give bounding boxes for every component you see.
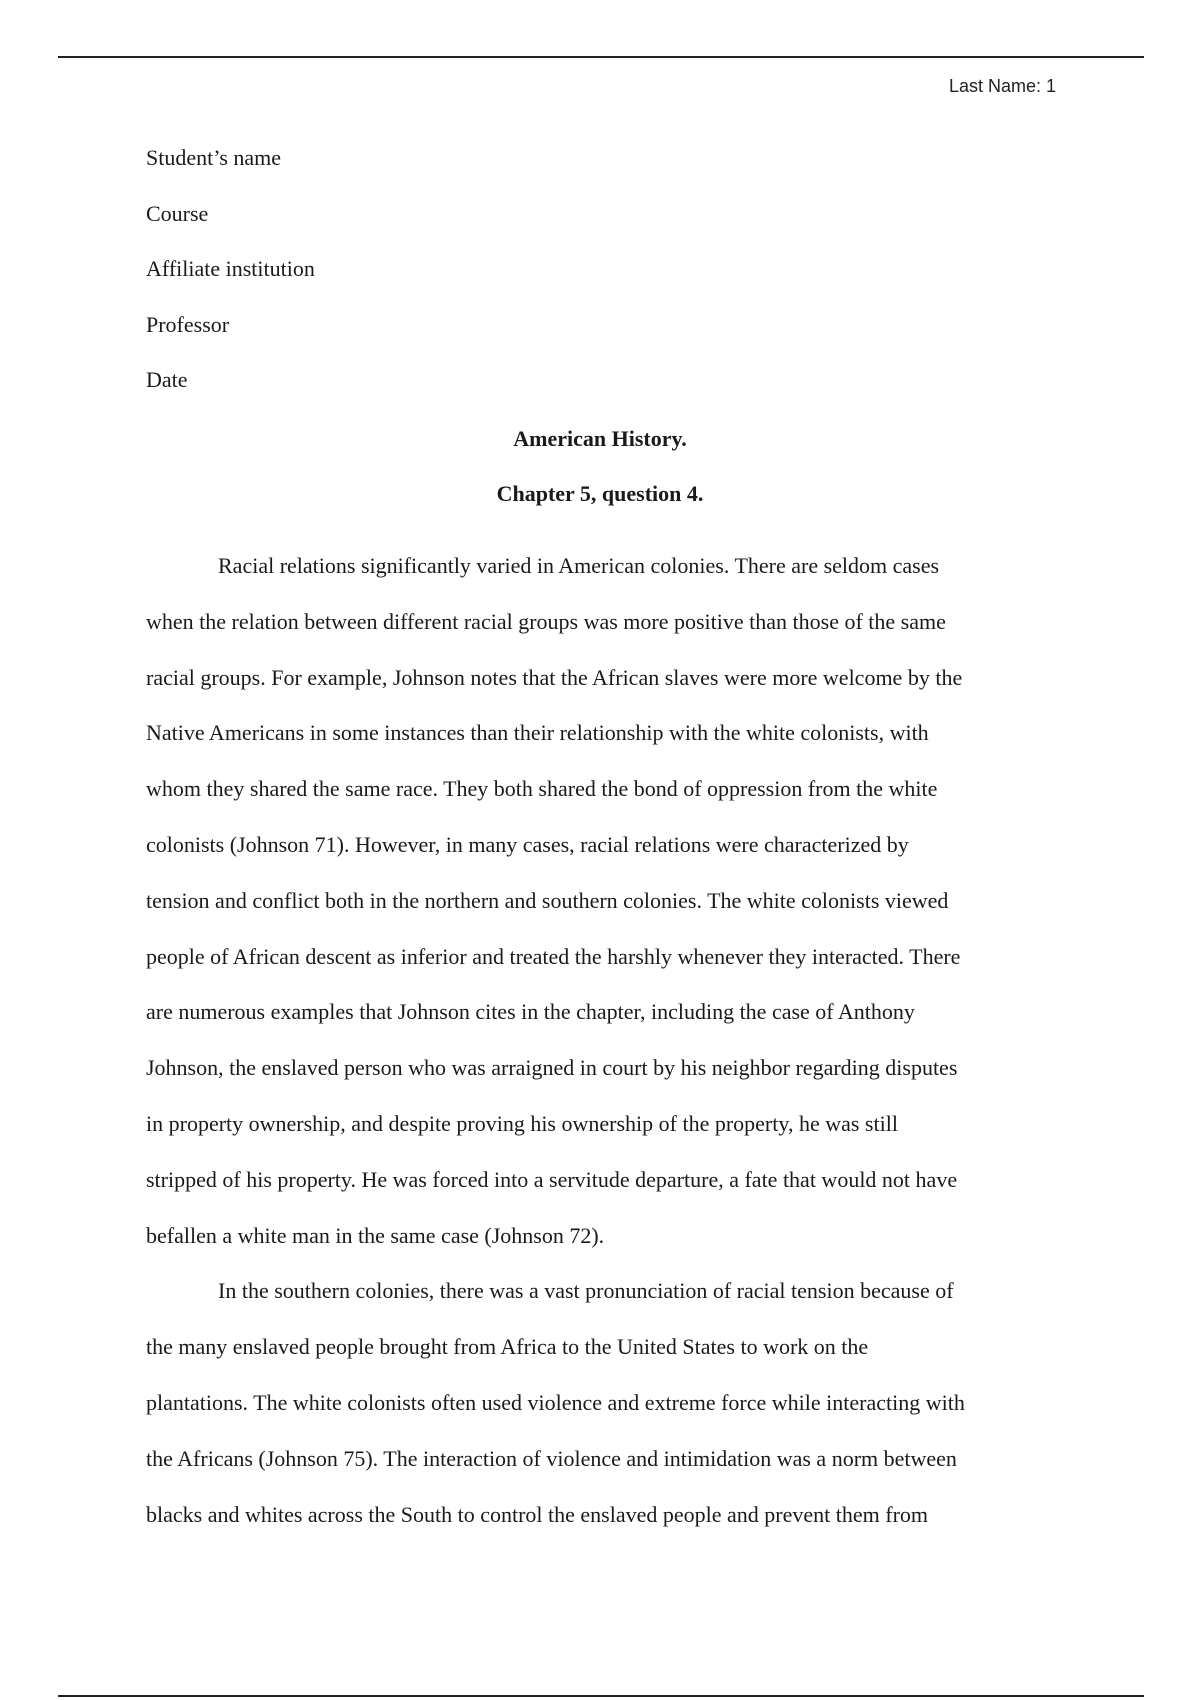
paragraph-line: are numerous examples that Johnson cites in the chapter, including the case of Anthony bbox=[146, 999, 915, 1025]
paragraph-line: In the southern colonies, there was a vast pronunciation of racial tension because of bbox=[218, 1278, 954, 1304]
paragraph-2 bbox=[146, 1263, 1054, 1542]
body-text bbox=[146, 538, 1054, 1542]
footer-rule bbox=[58, 1695, 1144, 1697]
paragraph-line: racial groups. For example, Johnson notes that the African slaves were more welcome by the bbox=[146, 664, 963, 690]
paragraph-line: Johnson, the enslaved person who was arraigned in court by his neighbor regarding disputes bbox=[146, 1055, 958, 1081]
professor-line: Professor bbox=[146, 311, 230, 337]
paragraph-line: people of African descent as inferior and treated the harshly whenever they interacted. There bbox=[146, 943, 961, 969]
paragraph-line: whom they shared the same race. They both shared the bond of oppression from the white bbox=[146, 776, 938, 802]
date-line: Date bbox=[146, 367, 188, 392]
document-subtitle: Chapter 5, question 4. bbox=[496, 481, 704, 506]
paragraph-line: blacks and whites across the South to control the enslaved people and prevent them from bbox=[146, 1501, 929, 1527]
paragraph-line: Native Americans in some instances than their relationship with the white colonists, with bbox=[146, 720, 929, 746]
paragraph-line: befallen a white man in the same case (Johnson 72). bbox=[146, 1222, 605, 1248]
header-rule bbox=[58, 56, 1144, 58]
running-head: Last Name: 1 bbox=[948, 76, 1056, 96]
paragraph-line: tension and conflict both in the northern and southern colonies. The white colonists viewed bbox=[146, 887, 949, 913]
paragraph-line: plantations. The white colonists often used violence and extreme force while interacting with bbox=[146, 1389, 965, 1415]
paragraph-line: Racial relations significantly varied in American colonies. There are seldom cases bbox=[218, 553, 940, 578]
institution-line: Affiliate institution bbox=[146, 256, 315, 281]
paragraph-line: the many enslaved people brought from Africa to the United States to work on the bbox=[146, 1334, 869, 1360]
paragraph-line: colonists (Johnson 71). However, in many cases, racial relations were characterized by bbox=[146, 831, 909, 857]
student-name-line: Student’s name bbox=[146, 145, 282, 170]
paragraph-line: in property ownership, and despite proving his ownership of the property, he was still bbox=[146, 1110, 898, 1136]
paragraph-1 bbox=[146, 538, 1054, 1263]
paragraph-line: when the relation between different racial groups was more positive than those of the same bbox=[146, 608, 946, 634]
paragraph-line: the Africans (Johnson 75). The interaction of violence and intimidation was a norm between bbox=[146, 1445, 957, 1471]
paragraph-line: stripped of his property. He was forced into a servitude departure, a fate that would not have bbox=[146, 1166, 958, 1192]
document-title: American History. bbox=[513, 426, 687, 451]
course-line: Course bbox=[146, 200, 209, 226]
student-header-block bbox=[146, 147, 1046, 425]
